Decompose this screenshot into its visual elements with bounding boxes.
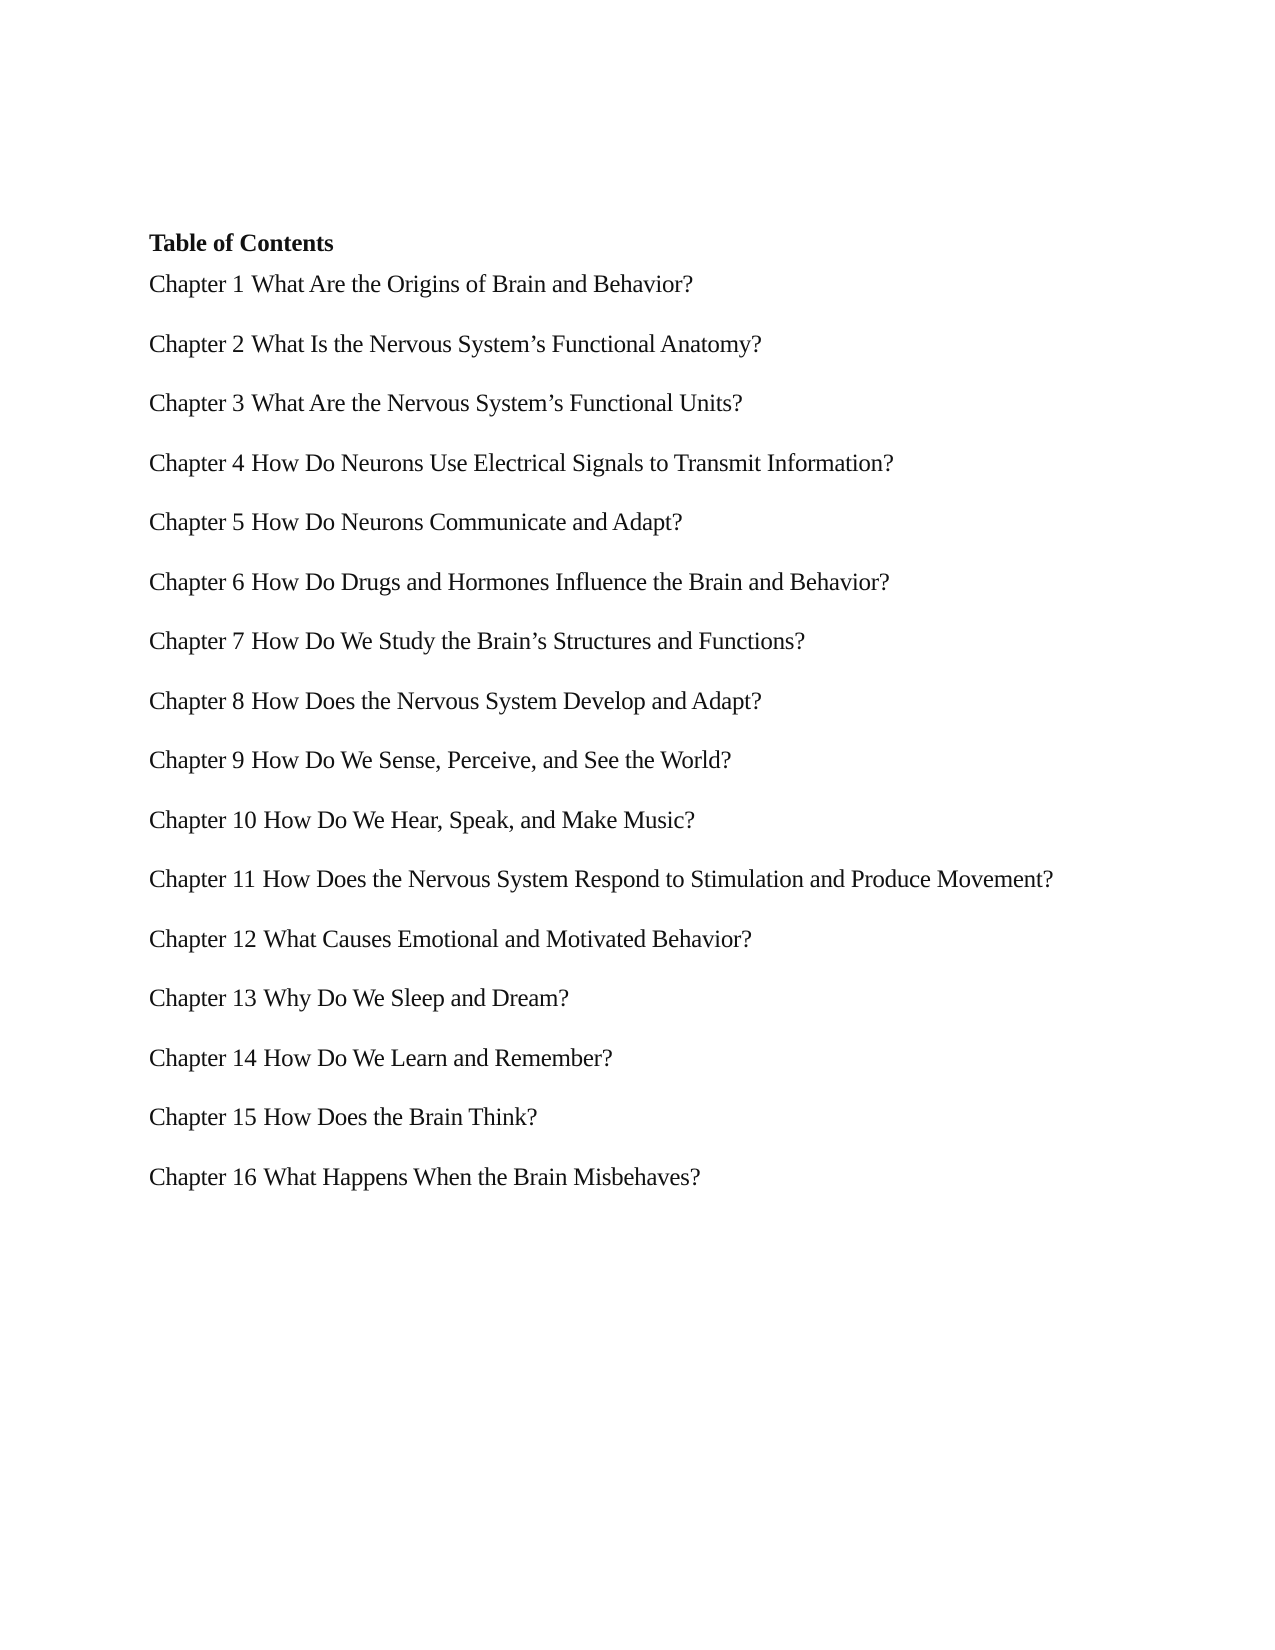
toc-entry xyxy=(149,330,1209,360)
chapter-title: What Are the Nervous System’s Functional Units? xyxy=(251,390,743,417)
chapter-number: Chapter 12 xyxy=(149,925,257,953)
chapter-title: What Causes Emotional and Motivated Behavior? xyxy=(263,925,752,953)
chapter-title: How Does the Brain Think? xyxy=(263,1104,538,1131)
toc-entry xyxy=(149,1044,1209,1074)
chapter-number: Chapter 10 xyxy=(149,806,257,834)
toc-entry xyxy=(149,1163,1209,1193)
chapter-title: How Does the Nervous System Respond to Stimulation and Produce Movement? xyxy=(262,866,1054,893)
chapter-number: Chapter 15 xyxy=(149,1104,257,1131)
chapter-number: Chapter 14 xyxy=(149,1044,257,1072)
chapter-title: Why Do We Sleep and Dream? xyxy=(263,985,569,1012)
toc-list xyxy=(149,270,1209,1193)
chapter-number: Chapter 1 xyxy=(149,271,245,298)
toc-entry xyxy=(149,1103,1209,1133)
chapter-number: Chapter 3 xyxy=(149,390,245,417)
chapter-number: Chapter 9 xyxy=(149,747,245,774)
chapter-title: How Do We Study the Brain’s Structures and Functions? xyxy=(251,628,805,655)
toc-entry xyxy=(149,627,1209,657)
toc-entry xyxy=(149,270,1209,300)
chapter-title: How Do Neurons Use Electrical Signals to Transmit Information? xyxy=(251,449,894,477)
chapter-number: Chapter 16 xyxy=(149,1163,257,1191)
chapter-number: Chapter 11 xyxy=(149,866,256,893)
toc-entry xyxy=(149,984,1209,1014)
toc-entry xyxy=(149,568,1209,598)
chapter-title: What Happens When the Brain Misbehaves? xyxy=(263,1163,701,1191)
chapter-title: What Are the Origins of Brain and Behavior? xyxy=(251,271,694,298)
chapter-title: How Do We Learn and Remember? xyxy=(263,1044,613,1072)
chapter-number: Chapter 6 xyxy=(149,568,245,596)
chapter-number: Chapter 8 xyxy=(149,687,245,715)
toc-entry xyxy=(149,806,1209,836)
toc-entry xyxy=(149,389,1209,419)
chapter-title: How Do Drugs and Hormones Influence the Brain and Behavior? xyxy=(251,568,890,596)
chapter-title: How Does the Nervous System Develop and Adapt? xyxy=(251,687,762,715)
table-of-contents xyxy=(149,229,1209,1222)
toc-entry xyxy=(149,746,1209,776)
toc-entry xyxy=(149,508,1209,538)
chapter-number: Chapter 7 xyxy=(149,628,245,655)
chapter-title: How Do Neurons Communicate and Adapt? xyxy=(251,509,683,536)
toc-entry xyxy=(149,449,1209,479)
toc-entry xyxy=(149,865,1209,895)
chapter-number: Chapter 13 xyxy=(149,985,257,1012)
toc-heading: Table of Contents xyxy=(149,230,334,257)
chapter-title: What Is the Nervous System’s Functional Anatomy? xyxy=(251,330,762,358)
chapter-title: How Do We Sense, Perceive, and See the World? xyxy=(251,747,732,774)
chapter-number: Chapter 4 xyxy=(149,449,245,477)
chapter-number: Chapter 5 xyxy=(149,509,245,536)
toc-entry xyxy=(149,925,1209,955)
chapter-title: How Do We Hear, Speak, and Make Music? xyxy=(263,806,695,834)
chapter-number: Chapter 2 xyxy=(149,330,245,358)
toc-entry xyxy=(149,687,1209,717)
